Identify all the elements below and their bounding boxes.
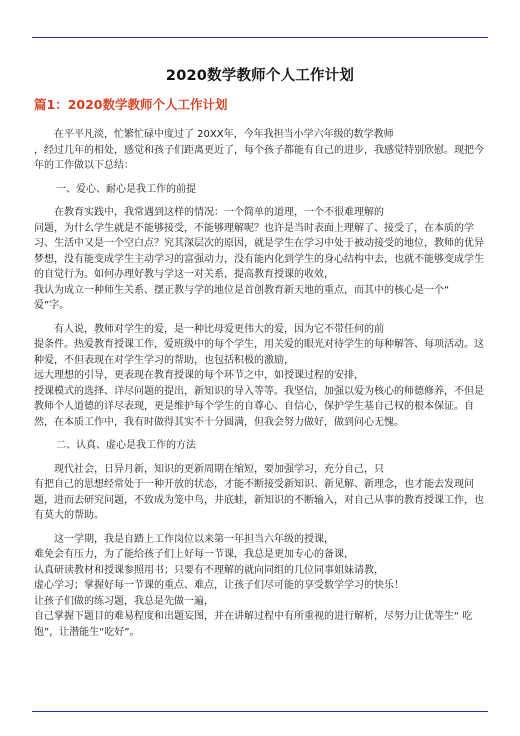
header-rule	[32, 37, 488, 38]
section-heading-2: 二、认真、虚心是我工作的方法	[46, 440, 196, 451]
paragraph-section1-b: 有人说，教师对学生的爱，是一种比母爱更伟大的爱，因为它不带任何的前 提条件。热爱教育授课工作，爱班级中的每个学生，用关爱的眼光对待学生的每种解答、每项活动。这种爱，不但表现在对学生学习的帮助，也包括积极的激励， 远大理想的引导，更表现在教育授课的每个环节之中，如授课过程的安排， 授课模式的选择、详尽问题的提出，新知识的导入等等。我坚信，加强以爱为核心的师德修养，不但是教师个人道德的详尽表现，更是维护每个学生的自尊心、自信心，保护学生基自己权的根本保证。自然，在本质工作中，我有时做得其实不十分圆满，但我会努力做好，做到问心无愧。	[34, 323, 484, 428]
page-title: 2020数学教师个人工作计划	[165, 68, 355, 84]
footer-rule	[32, 711, 488, 712]
paragraph-intro: 在平平凡淡，忙繁忙碌中度过了 20XX年，今年我担当小学六年级的数学教师 ，经过几年的相处，感觉和孩子们距离更近了，每个孩子都能有自己的进步，我感觉特别欣慰。现把今年的工作做以下总结：	[34, 129, 484, 171]
section-subtitle: 篇1：2020数学教师个人工作计划	[34, 97, 228, 112]
paragraph-section2-a: 现代社会，日异月新，知识的更新周期在缩短，要加强学习，充分自己，只 有把自己的思想经常处于一种开放的状态，才能不断接受新知识、新见解、新理念，也才能去发现问题，进而去研究问题，不致成为笼中鸟，井底蛙，新知识的不断输入，对自己从事的教育授课工作，也有莫大的帮助。	[34, 463, 484, 521]
document-body	[34, 64, 486, 648]
paragraph-section2-b: 这一学期，我是自踏上工作岗位以来第一年担当六年级的授课， 难免会有压力，为了能给孩子们上好每一节课，我总是更加专心的备课， 认真研读教材和授课参照用书；只要有不理解的就向同组的几位同事姐妹请教， 虚心学习；掌握好每一节课的重点、难点，让孩子们尽可能的享受数学学习的快乐！ 让孩子们做的练习题，我总是先做一遍， 自己掌握下题目的难易程度和出题妄图，并在讲解过程中有所重视的进行解析，尽努力让优等生“ 吃饱”，让潜能生“吃好”。	[34, 533, 473, 638]
section-heading-1: 一、爱心、耐心是我工作的前提	[46, 183, 196, 195]
paragraph-section1-a: 在教育实践中，我常遇到这样的情况：一个简单的道理，一个不很难理解的 问题，为什么学生就是不能够接受，不能够理解呢？也许是当时表面上理解了、接受了，在本质的学习、生活中又是一个空白点？究其深层次的原因，就是学生在学习中处于被动接受的地位，教师的优异梦想，没有能变成学生主动学习的富强动力，没有能内化到学生的身心结构中去，也就不能够变成学生的自觉行为。如何办理好教与学这一对关系，提高教育授课的收效， 我认为成立一种师生关系、摆正教与学的地位是首创教育新天地的重点，而其中的核心是一个“ 爱”字。	[34, 207, 484, 311]
